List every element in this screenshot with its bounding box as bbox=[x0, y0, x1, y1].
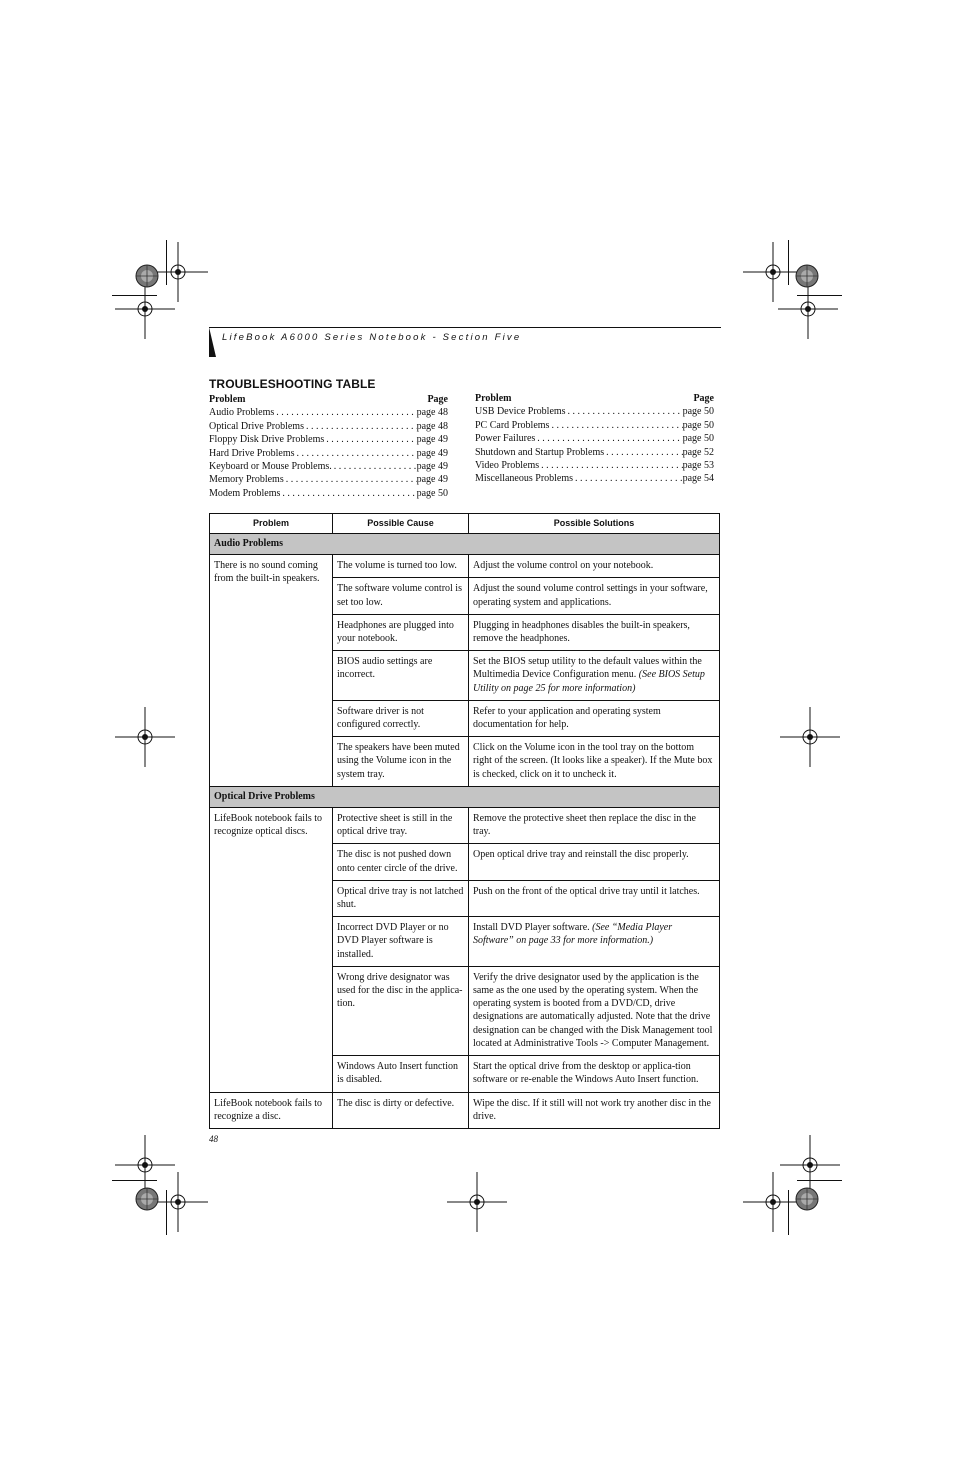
toc-leader bbox=[295, 447, 417, 460]
toc-entry[interactable] bbox=[475, 446, 714, 459]
toc-entry[interactable] bbox=[209, 406, 448, 419]
cause-cell: Windows Auto Insert function is disabled. bbox=[333, 1056, 469, 1092]
toc-entry[interactable] bbox=[209, 447, 448, 460]
solution-cell: Remove the protective sheet then replace the disc in the tray. bbox=[469, 808, 720, 844]
toc-entry-label: Shutdown and Startup Problems bbox=[475, 446, 605, 458]
toc-entry[interactable] bbox=[475, 459, 714, 472]
toc-entry-page: page 52 bbox=[682, 446, 714, 458]
toc-right-column bbox=[475, 392, 714, 486]
toc-entry-page: page 48 bbox=[416, 420, 448, 432]
toc-entry-page: page 50 bbox=[682, 406, 714, 418]
toc-leader bbox=[535, 432, 682, 445]
column-header-cause: Possible Cause bbox=[333, 514, 469, 534]
problem-cell: LifeBook notebook fails to recognize a disc. bbox=[210, 1092, 333, 1128]
registration-mark-icon bbox=[447, 1172, 507, 1232]
toc-entry[interactable] bbox=[209, 460, 448, 473]
toc-header bbox=[209, 393, 448, 406]
toc-entry-label: Optical Drive Problems bbox=[209, 420, 304, 432]
cause-cell: Software driver is not configured correctly. bbox=[333, 700, 469, 736]
cause-cell: Headphones are plugged into your notebook. bbox=[333, 614, 469, 650]
cause-cell: The disc is dirty or defective. bbox=[333, 1092, 469, 1128]
toc-leader bbox=[280, 487, 416, 500]
cross-reference[interactable]: (See BIOS Setup Utility on page 25 for more information) bbox=[473, 669, 705, 694]
toc-entry-label: Floppy Disk Drive Problems bbox=[209, 434, 325, 446]
cause-cell: BIOS audio settings are incorrect. bbox=[333, 651, 469, 701]
toc-entry[interactable] bbox=[209, 420, 448, 433]
toc-entry-label: Memory Problems bbox=[209, 474, 284, 486]
toc-entry[interactable] bbox=[475, 432, 714, 445]
solution-cell: Plugging in headphones disables the built-in speakers, remove the headphones. bbox=[469, 614, 720, 650]
toc-leader bbox=[284, 473, 417, 486]
toc-header bbox=[475, 392, 714, 405]
section-title: TROUBLESHOOTING TABLE bbox=[209, 377, 376, 391]
section-row bbox=[210, 786, 720, 807]
toc-leader bbox=[604, 446, 682, 459]
cause-cell: The speakers have been muted using the Volume icon in the system tray. bbox=[333, 737, 469, 787]
solution-cell: Refer to your application and operating system documentation for help. bbox=[469, 700, 720, 736]
solution-cell: Verify the drive designator used by the application is the same as the one used by the operating system. When the operating system is booted from a DVD/CD, drive designations are automatically adjusted. Note that the drive designation can be changed with the Disk Management tool located at Administrative Tools -> Computer Management. bbox=[469, 966, 720, 1055]
column-header-problem: Problem bbox=[210, 514, 333, 534]
cause-cell: Wrong drive designator was used for the disc in the applica-tion. bbox=[333, 966, 469, 1055]
solution-cell: Start the optical drive from the desktop or applica-tion software or re-enable the Windows Auto Insert function. bbox=[469, 1056, 720, 1092]
solution-text: Set the BIOS setup utility to the default values within the Multimedia Device Configuration menu. bbox=[473, 656, 702, 681]
solution-cell: Open optical drive tray and reinstall the disc properly. bbox=[469, 844, 720, 880]
color-target-icon bbox=[117, 1169, 177, 1229]
toc-header-page: Page bbox=[427, 394, 448, 405]
toc-entry-page: page 49 bbox=[416, 447, 448, 459]
toc-left-column bbox=[209, 393, 448, 500]
toc-entry-page: page 48 bbox=[416, 407, 448, 419]
toc-entry-page: page 50 bbox=[682, 419, 714, 431]
solution-cell: Wipe the disc. If it still will not work try another disc in the drive. bbox=[469, 1092, 720, 1128]
toc-entry-page: page 49 bbox=[416, 434, 448, 446]
toc-entry-label: Audio Problems bbox=[209, 407, 275, 419]
toc-entry-label: Keyboard or Mouse Problems. bbox=[209, 461, 332, 473]
cause-cell: The disc is not pushed down onto center circle of the drive. bbox=[333, 844, 469, 880]
toc-leader bbox=[274, 406, 416, 419]
registration-mark-icon bbox=[115, 707, 175, 767]
color-target-icon bbox=[117, 246, 177, 306]
toc-entry[interactable] bbox=[209, 433, 448, 446]
section-row bbox=[210, 534, 720, 555]
toc-entry-page: page 53 bbox=[682, 460, 714, 472]
toc-leader bbox=[332, 460, 417, 473]
solution-cell: Adjust the volume control on your notebook. bbox=[469, 555, 720, 578]
problem-cell: LifeBook notebook fails to recognize optical discs. bbox=[210, 808, 333, 1092]
table-header-row bbox=[210, 514, 720, 534]
toc-entry-label: Power Failures bbox=[475, 433, 536, 445]
color-target-icon bbox=[777, 246, 837, 306]
column-header-solution: Possible Solutions bbox=[469, 514, 720, 534]
toc-entry-label: Modem Problems bbox=[209, 487, 281, 499]
solution-cell: Push on the front of the optical drive tray until it latches. bbox=[469, 880, 720, 916]
toc-entry-page: page 50 bbox=[416, 487, 448, 499]
solution-text: Install DVD Player software. bbox=[473, 922, 590, 934]
toc-entry[interactable] bbox=[475, 472, 714, 485]
cross-reference[interactable]: (See “Media Player Software” on page 33 for more information.) bbox=[473, 922, 673, 947]
toc-entry-page: page 49 bbox=[416, 474, 448, 486]
solution-cell bbox=[469, 651, 720, 701]
toc-entry[interactable] bbox=[475, 405, 714, 418]
toc-leader bbox=[324, 433, 416, 446]
toc-entry-page: page 50 bbox=[682, 433, 714, 445]
toc-entry-label: Hard Drive Problems bbox=[209, 447, 295, 459]
toc-leader bbox=[573, 472, 683, 485]
toc-entry-label: PC Card Problems bbox=[475, 419, 550, 431]
toc-header-page: Page bbox=[693, 393, 714, 404]
header-tab-mark bbox=[209, 327, 216, 357]
section-heading-optical: Optical Drive Problems bbox=[210, 786, 720, 807]
toc-header-problem: Problem bbox=[209, 394, 246, 405]
toc-leader bbox=[304, 420, 417, 433]
cause-cell: Optical drive tray is not latched shut. bbox=[333, 880, 469, 916]
toc-entry[interactable] bbox=[475, 419, 714, 432]
table-row bbox=[210, 808, 720, 844]
cause-cell: The software volume control is set too low. bbox=[333, 578, 469, 614]
toc-entry-label: Miscellaneous Problems bbox=[475, 473, 574, 485]
cause-cell: Protective sheet is still in the optical drive tray. bbox=[333, 808, 469, 844]
table-row bbox=[210, 555, 720, 578]
cause-cell: Incorrect DVD Player or no DVD Player software is installed. bbox=[333, 917, 469, 967]
color-target-icon bbox=[777, 1169, 837, 1229]
page-number: 48 bbox=[209, 1134, 218, 1144]
solution-cell: Click on the Volume icon in the tool tray on the bottom right of the screen. (It looks like a speaker). If the Mute box is checked, click on it to uncheck it. bbox=[469, 737, 720, 787]
toc-entry-label: USB Device Problems bbox=[475, 406, 566, 418]
toc-leader bbox=[549, 419, 682, 432]
solution-cell bbox=[469, 917, 720, 967]
section-heading-audio: Audio Problems bbox=[210, 534, 720, 555]
toc-leader bbox=[539, 459, 682, 472]
cause-cell: The volume is turned too low. bbox=[333, 555, 469, 578]
troubleshooting-table bbox=[209, 513, 720, 1129]
table-row bbox=[210, 1092, 720, 1128]
registration-mark-icon bbox=[780, 707, 840, 767]
toc-entry-page: page 49 bbox=[416, 461, 448, 473]
toc-entry-page: page 54 bbox=[682, 473, 714, 485]
running-head: LifeBook A6000 Series Notebook - Section Five bbox=[222, 332, 522, 343]
solution-cell: Adjust the sound volume control settings in your software, operating system and applications. bbox=[469, 578, 720, 614]
toc-entry[interactable] bbox=[209, 473, 448, 486]
header-rule bbox=[209, 327, 721, 328]
toc-entry-label: Video Problems bbox=[475, 460, 540, 472]
toc-header-problem: Problem bbox=[475, 393, 512, 404]
toc-leader bbox=[566, 405, 683, 418]
toc-entry[interactable] bbox=[209, 487, 448, 500]
problem-cell: There is no sound coming from the built-in speakers. bbox=[210, 555, 333, 787]
